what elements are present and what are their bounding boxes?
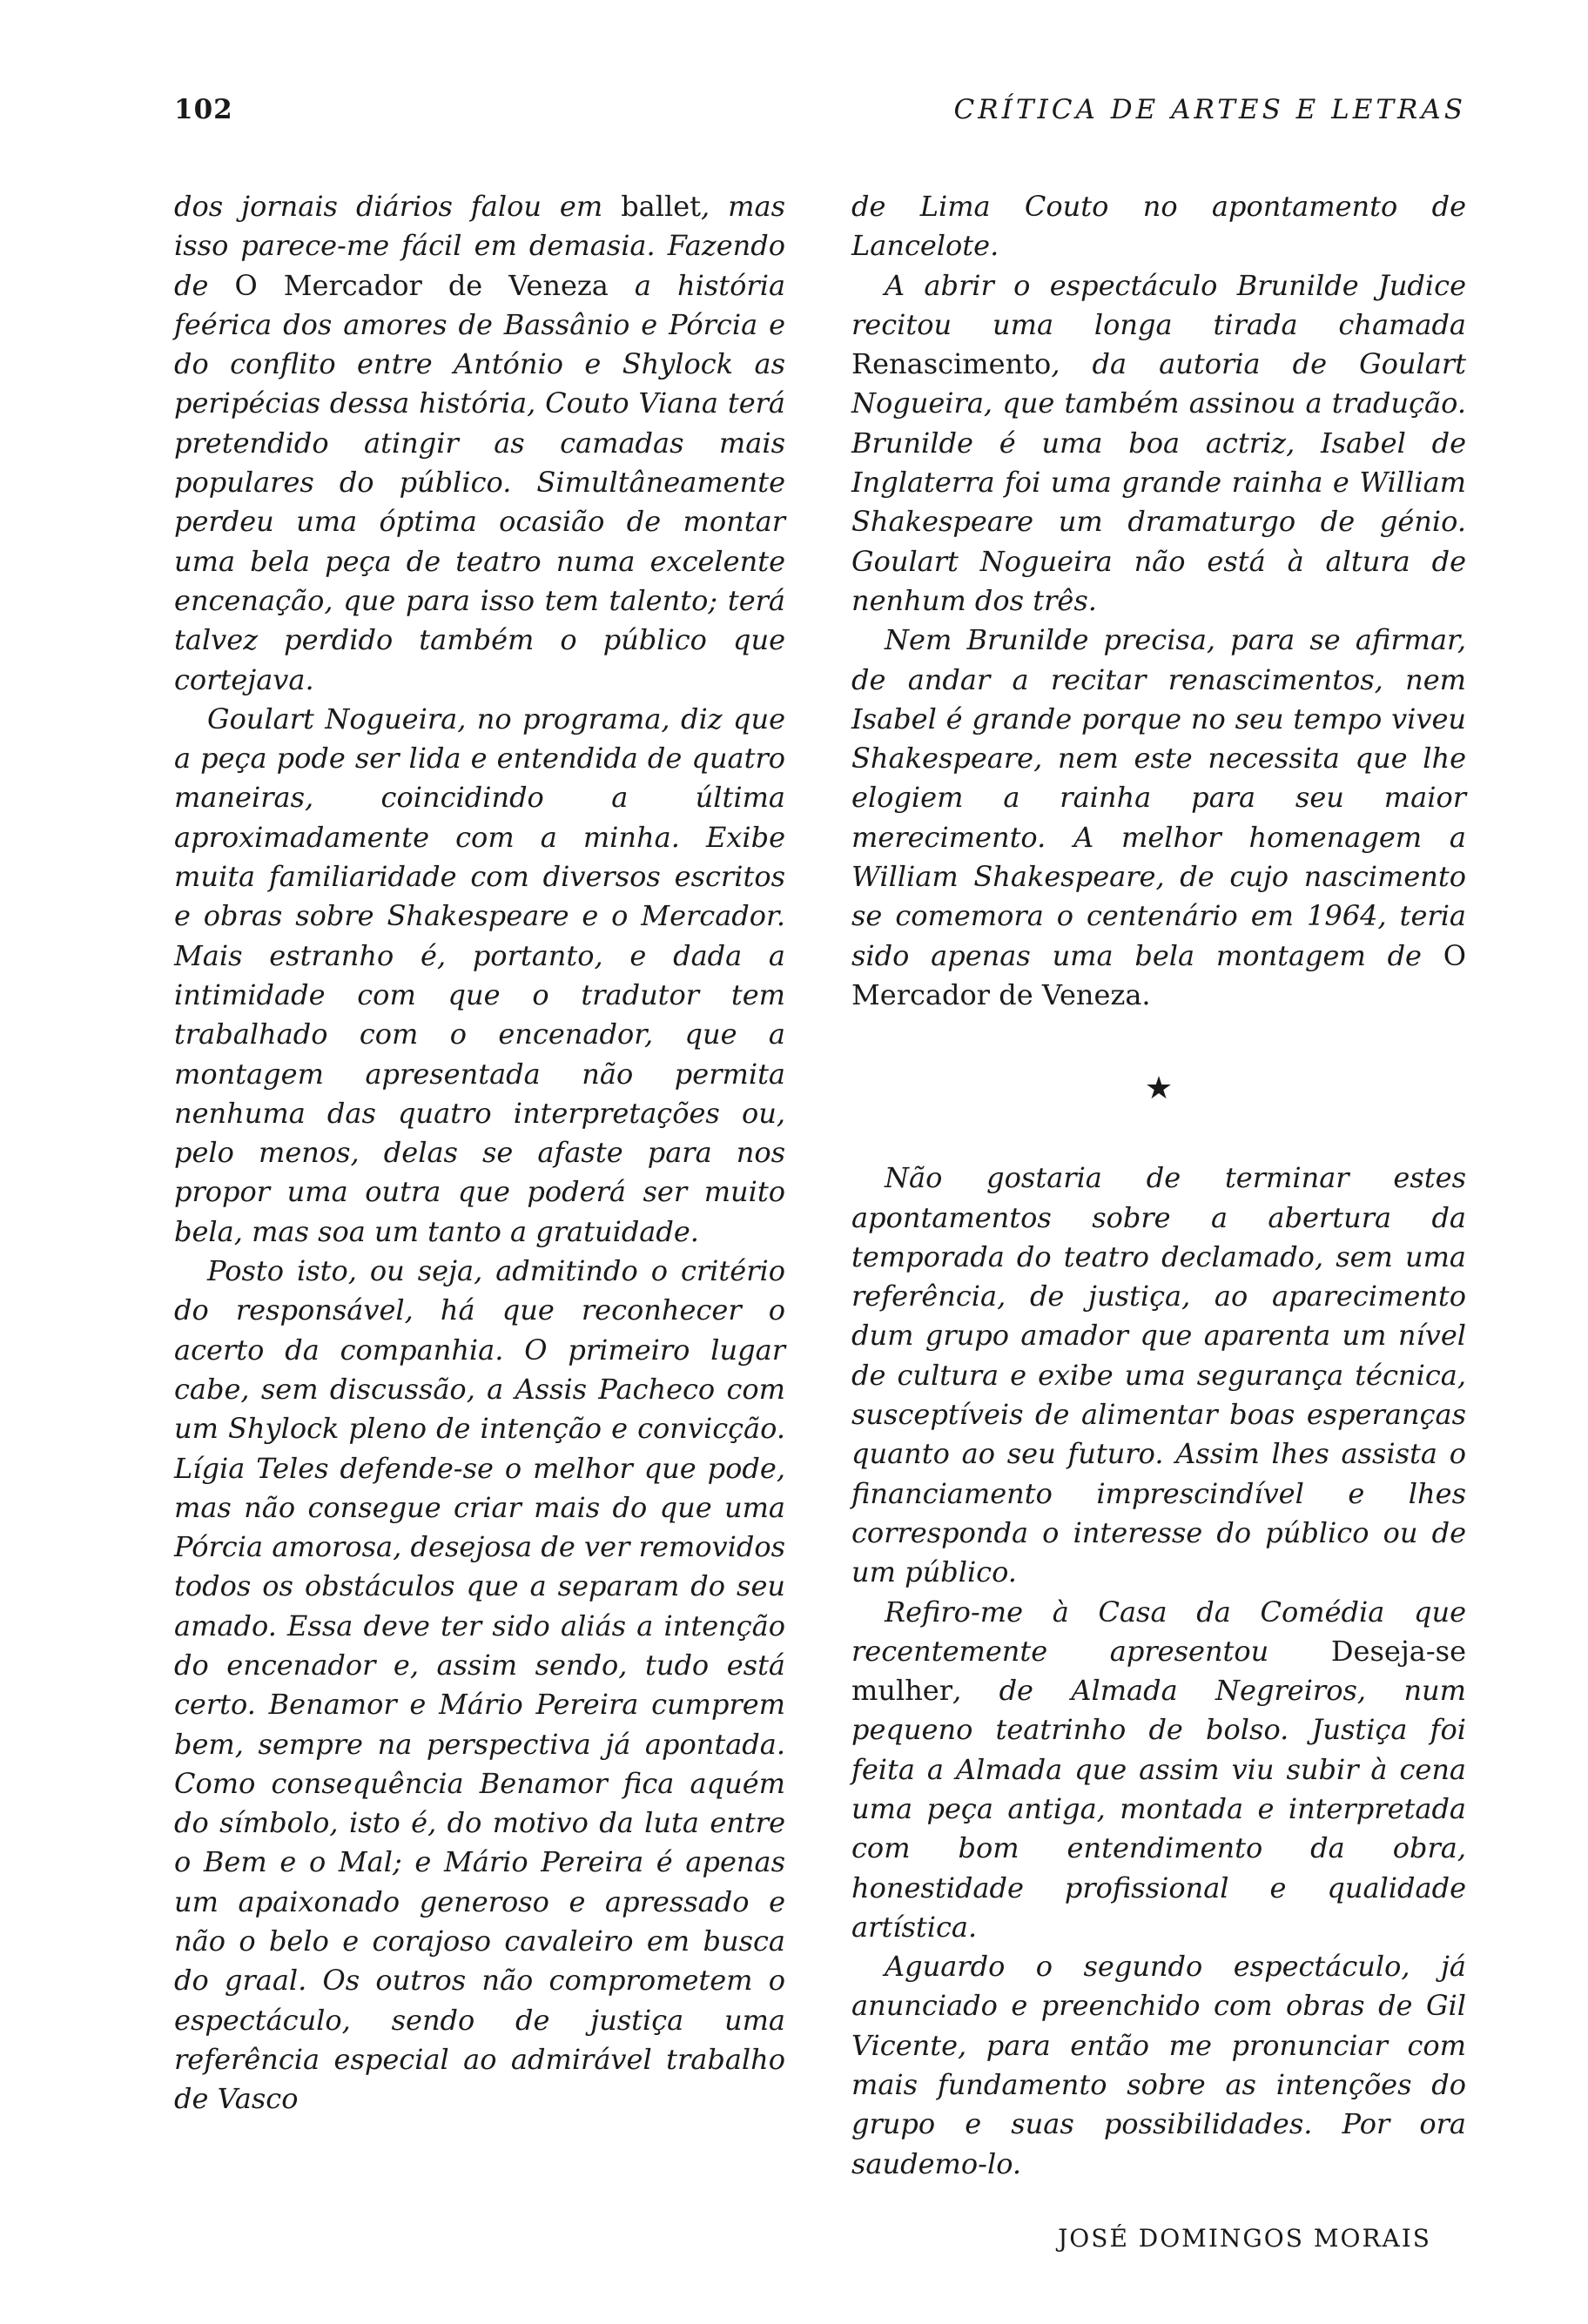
title-run: Renascimento: [851, 347, 1052, 381]
text-run: A abrir o espectáculo Brunilde Judice recitou uma longa tirada chamada: [851, 268, 1466, 341]
paragraph: [851, 266, 1466, 621]
page-header: [174, 94, 1466, 136]
paragraph: [851, 1593, 1466, 1948]
title-run: Deseja-se mulher: [851, 1634, 1466, 1708]
paragraph: [851, 621, 1466, 1015]
paragraph: de Lima Couto no apontamento de Lancelote.: [851, 190, 1466, 263]
author-signature: JOSÉ DOMINGOS MORAIS: [1058, 2223, 1431, 2253]
title-run: O Mercador de Veneza: [851, 938, 1466, 1011]
right-column: [851, 187, 1466, 2258]
paragraph: Aguardo o segundo espectáculo, já anunciado e preenchido com obras de Gil Vicente, para então me pronunciar com mais fundamento sobre as intenções do grupo e suas possibilidades. Por ora saudemo-lo.: [851, 1950, 1466, 2180]
title-run: ballet: [621, 190, 702, 223]
text-run: .: [1141, 977, 1151, 1011]
text-run: dos jornais diários falou em: [174, 190, 622, 223]
paragraph: Posto isto, ou seja, admitindo o critério do responsável, há que reconhecer o acerto da companhia. O primeiro lugar cabe, sem discussão, a Assis Pacheco com um Shylock pleno de intenção e convicção. Lígia Teles defende-se o melhor que pode, mas não consegue criar mais do que uma Pórcia amorosa, desejosa de ver removidos todos os obstáculos que a separam do seu amado. Essa deve ter sido aliás a intenção do encenador e, assim sendo, tudo está certo. Benamor e Mário Pereira cumprem bem, sempre na perspectiva já apontada. Como consequência Benamor fica aquém do símbolo, isto é, do motivo da luta entre o Bem e o Mal; e Mário Pereira é apenas um apaixonado generoso e apressado e não o belo e corajoso cavaleiro em busca do graal. Os outros não comprometem o espectáculo, sendo de justiça uma referência especial ao admirável trabalho de Vasco: [174, 1254, 785, 2116]
title-run: O Mercador de Veneza: [234, 268, 609, 302]
left-column: [174, 187, 785, 2119]
text-run: , da autoria de Goulart Nogueira, que também assinou a tradução. Brunilde é uma boa actriz, Isabel de Inglaterra foi uma grande rainha e William Shakespeare um dramaturgo de génio. Goulart Nogueira não está à altura de nenhum dos três.: [851, 347, 1466, 617]
text-run: , mas isso parece-me fácil em demasia. Fazendo de: [174, 190, 786, 302]
text-run: a história feérica dos amores de Bassânio e Pórcia e do conflito entre António e Shylock as peripécias dessa história, Couto Viana terá pretendido atingir as camadas mais populares do público. Simultâneamente perdeu uma óptima ocasião de montar uma bela peça de teatro numa excelente encenação, que para isso tem talento; terá talvez perdido também o público que cortejava.: [174, 268, 786, 696]
running-title: CRÍTICA DE ARTES E LETRAS: [953, 94, 1466, 125]
text-run: Refiro-me à Casa da Comédia que recentemente apresentou: [851, 1595, 1466, 1668]
paragraph: Goulart Nogueira, no programa, diz que a peça pode ser lida e entendida de quatro maneiras, coincidindo a última aproximadamente com a minha. Exibe muita familiaridade com diversos escritos e obras sobre Shakespeare e o Mercador. Mais estranho é, portanto, e dada a intimidade com que o tradutor tem trabalhado com o encenador, que a montagem apresentada não permita nenhuma das quatro interpretações ou, pelo menos, delas se afaste para nos propor uma outra que poderá ser muito bela, mas soa um tanto a gratuidade.: [174, 702, 785, 1248]
text-run: , de Almada Negreiros, num pequeno teatrinho de bolso. Justiça foi feita a Almada que assim viu subir à cena uma peça antiga, montada e interpretada com bom entendimento da obra, honestidade profissional e qualidade artística.: [851, 1674, 1466, 1944]
paragraph: Não gostaria de terminar estes apontamentos sobre a abertura da temporada do teatro declamado, sem uma referência, de justiça, ao aparecimento dum grupo amador que aparenta um nível de cultura e exibe uma segurança técnica, susceptíveis de alimentar boas esperanças quanto ao seu futuro. Assim lhes assista o financiamento imprescindível e lhes corresponda o interesse do público ou de um público.: [851, 1161, 1466, 1589]
paragraph: [174, 187, 785, 700]
page-number: 102: [174, 94, 233, 125]
text-run: Nem Brunilde precisa, para se afirmar, de andar a recitar renascimentos, nem Isabel é grande porque no seu tempo viveu Shakespeare, nem este necessita que lhe elogiem a rainha para seu maior merecimento. A melhor homenagem a William Shakespeare, de cujo nascimento se comemora o centenário em 1964, teria sido apenas uma bela montagem de: [851, 623, 1466, 972]
star-separator-icon: ★: [1144, 1071, 1174, 1107]
